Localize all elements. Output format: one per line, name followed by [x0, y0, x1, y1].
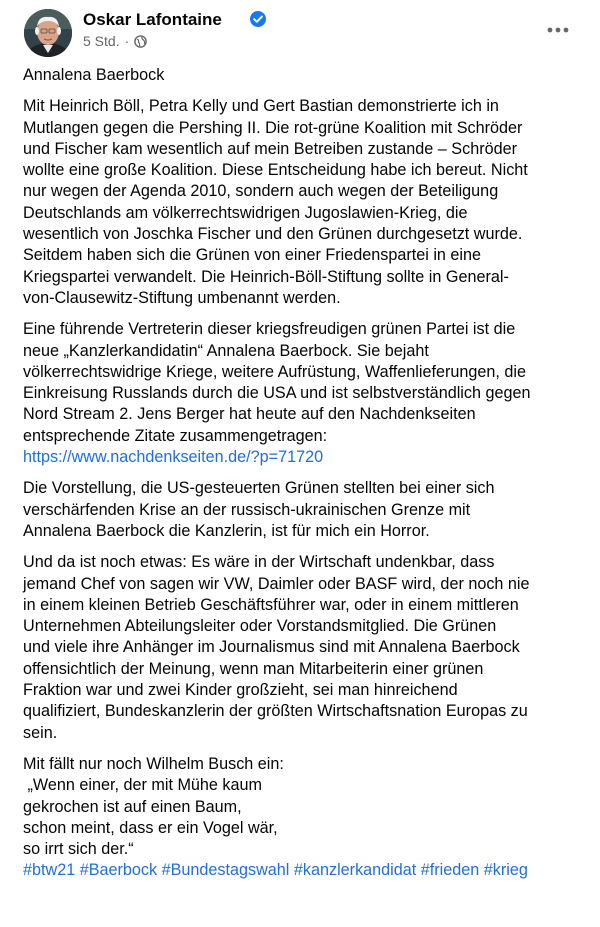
- text-line: Seitdem haben sich die Grünen von einer Friedenspartei in eine: [23, 246, 482, 265]
- text-line: Nord Stream 2. Jens Berger hat heute auf den Nachdenkseiten: [23, 405, 476, 424]
- text-line: nur wegen der Agenda 2010, sondern auch wegen der Beteiligung: [23, 182, 499, 201]
- text-line: verschärfenden Krise an der russisch-ukrainischen Grenze mit: [23, 500, 471, 519]
- paragraph-5: [23, 754, 583, 860]
- text-line: Mit Heinrich Böll, Petra Kelly und Gert Bastian demonstrierte ich in: [23, 97, 499, 116]
- text-line: Mutlangen gegen die Pershing II. Die rot-grüne Koalition mit Schröder: [23, 118, 523, 137]
- text-line: und Fischer kam wesentlich auf mein Betreiben zustande – Schröder: [23, 139, 517, 158]
- text-line: Eine führende Vertreterin dieser kriegsfreudigen grünen Partei ist die: [23, 320, 516, 339]
- quote-line: so irrt sich der.“: [23, 840, 134, 859]
- text-line: offensichtlich der Meinung, wenn man Mitarbeiterin einer grünen: [23, 659, 484, 678]
- hashtag-link[interactable]: #Baerbock: [79, 861, 158, 880]
- text-line: qualifiziert, Bundeskanzlerin der größten Wirtschaftsnation Europas zu: [23, 702, 528, 721]
- hashtag-list: [23, 860, 583, 881]
- text-line: und viele ihre Anhänger im Journalismus sind mit Annalena Baerbock: [23, 638, 520, 657]
- hashtag-link[interactable]: #krieg: [483, 861, 528, 880]
- text-line: Mit fällt nur noch Wilhelm Busch ein:: [23, 754, 284, 773]
- text-line: in einem kleinen Betrieb Geschäftsführer war, oder in einem mittleren: [23, 595, 519, 614]
- text-line: Annalena Baerbock die Kanzlerin, ist für mich ein Horror.: [23, 521, 430, 540]
- more-options-icon[interactable]: [540, 17, 576, 43]
- text-line: Und da ist noch etwas: Es wäre in der Wirtschaft undenkbar, dass: [23, 553, 495, 572]
- post-timestamp[interactable]: 5 Std.: [83, 33, 120, 49]
- text-line: sein.: [23, 723, 58, 742]
- author-name[interactable]: Oskar Lafontaine: [83, 10, 222, 29]
- text-line: Unternehmen Abteilungsleiter oder Vorstandsmitglied. Die Grünen: [23, 617, 497, 636]
- hashtag-link[interactable]: #kanzlerkandidat: [293, 861, 417, 880]
- post-title: Annalena Baerbock: [23, 66, 165, 84]
- hashtag-link[interactable]: #btw21: [23, 861, 76, 880]
- hashtag-link[interactable]: #Bundestagswahl: [161, 861, 290, 880]
- post-body: [23, 65, 583, 882]
- text-line: entsprechende Zitate zusammengetragen:: [23, 426, 328, 445]
- paragraph-3: [23, 478, 583, 542]
- quote-line: schon meint, dass er ein Vogel wär,: [23, 818, 278, 837]
- paragraph-4: [23, 552, 583, 744]
- text-line: jemand Chef von sagen wir VW, Daimler oder BASF wird, der noch nie: [23, 574, 530, 593]
- paragraph-1: [23, 96, 583, 309]
- quote-line: „Wenn einer, der mit Mühe kaum: [23, 776, 263, 795]
- globe-icon[interactable]: [134, 35, 147, 48]
- text-line: wesentlich von Joschka Fischer und den Grünen durchgesetzt wurde.: [23, 225, 523, 244]
- text-line: Fraktion war und zwei Kinder großzieht, sei man hinreichend: [23, 681, 458, 700]
- meta-separator: ·: [124, 33, 130, 49]
- text-line: Die Vorstellung, die US-gesteuerten Grünen stellten bei einer sich: [23, 479, 495, 498]
- post-meta: [83, 33, 147, 49]
- text-line: von-Clausewitz-Stiftung umbenannt werden.: [23, 288, 341, 307]
- text-line: Deutschlands am völkerrechtswidrigen Jugoslawien-Krieg, die: [23, 203, 468, 222]
- avatar[interactable]: [24, 9, 72, 57]
- text-line: neue „Kanzlerkandidatin“ Annalena Baerbock. Sie bejaht: [23, 341, 429, 360]
- text-line: wollte eine große Koalition. Diese Entscheidung habe ich bereut. Nicht: [23, 161, 528, 180]
- post-header: [0, 0, 600, 62]
- text-line: Kriegspartei verwandelt. Die Heinrich-Böll-Stiftung sollte in General-: [23, 267, 509, 286]
- verified-badge-icon: [249, 10, 267, 28]
- text-line: völkerrechtswidrige Kriege, weitere Aufrüstung, Waffenlieferungen, die: [23, 362, 526, 381]
- text-line: Einkreisung Russlands durch die USA und ist selbstverständlich gegen: [23, 384, 531, 403]
- quote-line: gekrochen ist auf einen Baum,: [23, 797, 242, 816]
- paragraph-2: [23, 319, 583, 468]
- hashtag-link[interactable]: #frieden: [420, 861, 480, 880]
- nachdenkseiten-link[interactable]: https://www.nachdenkseiten.de/?p=71720: [23, 448, 324, 467]
